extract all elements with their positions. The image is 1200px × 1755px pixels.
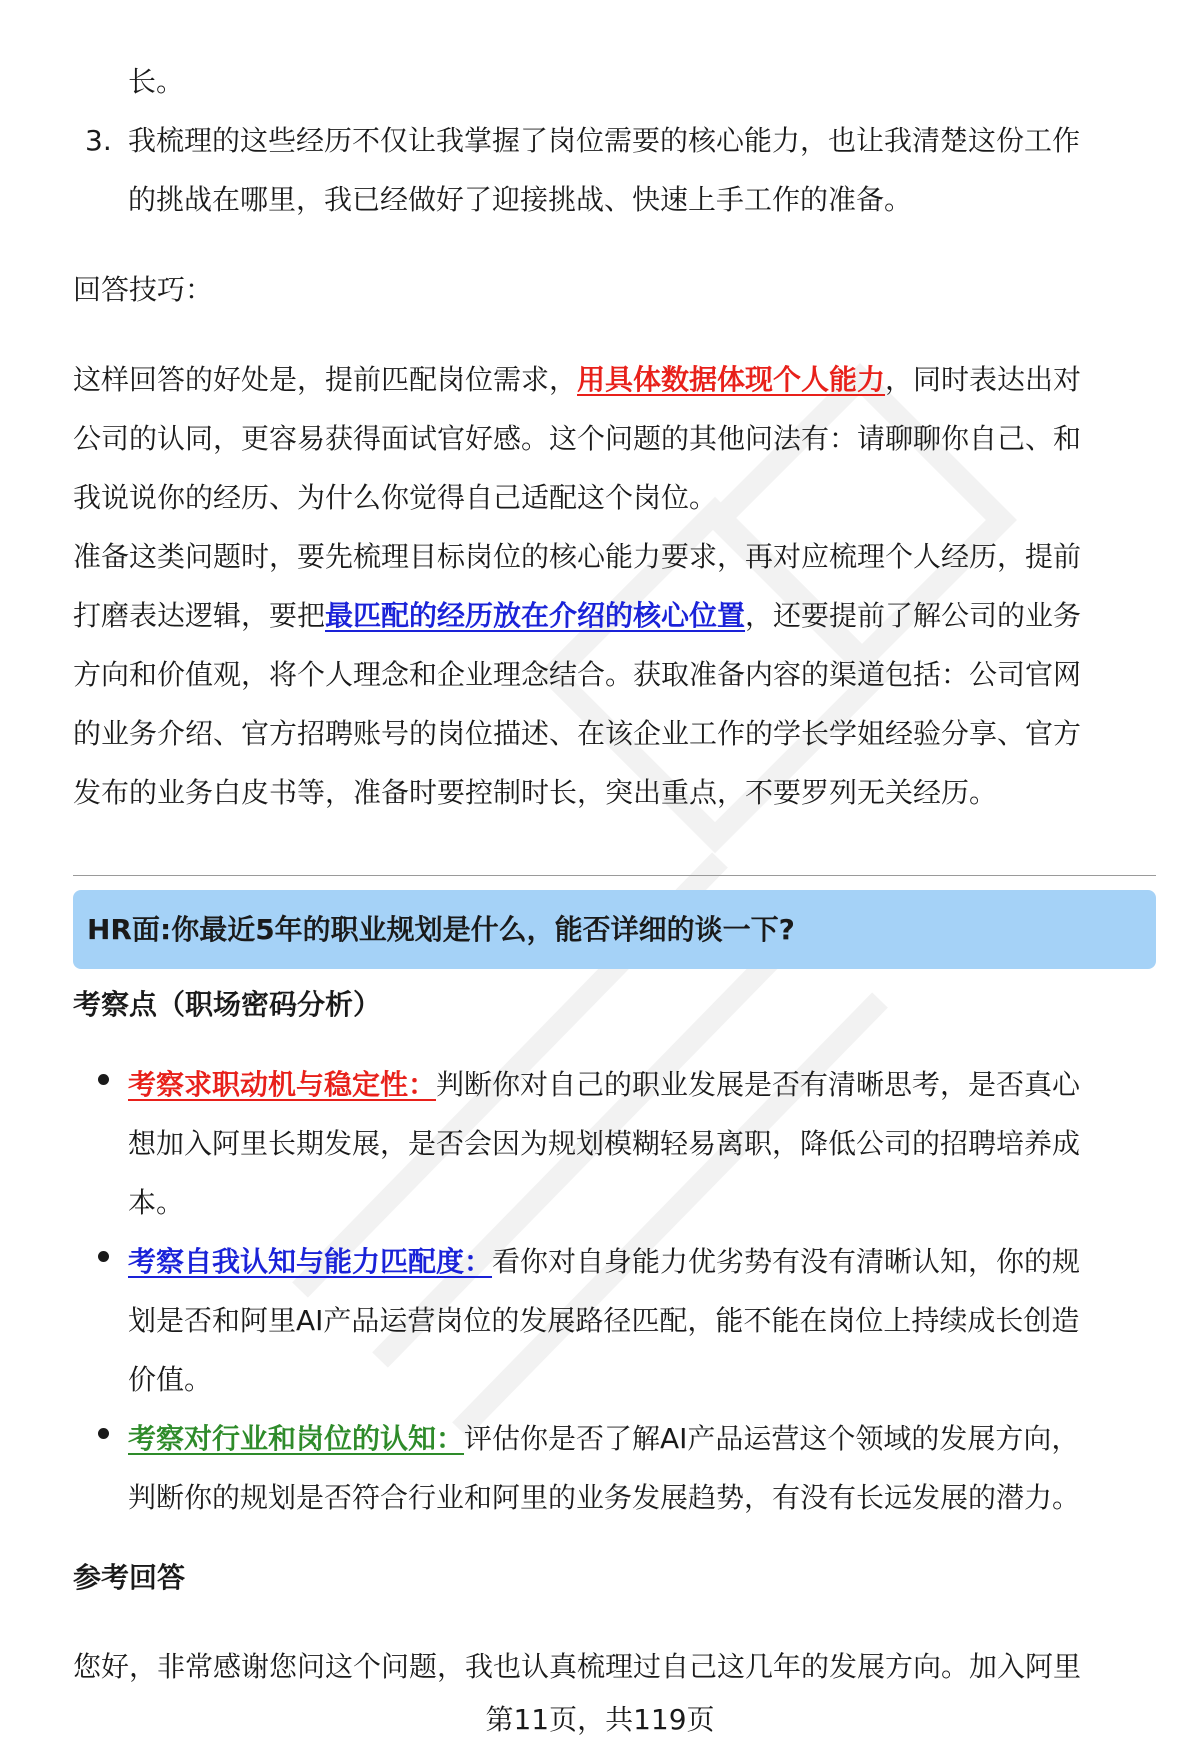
tips-para2-line-1: 准备这类问题时，要先梳理目标岗位的核心能力要求，再对应梳理个人经历，提前 (73, 540, 1082, 573)
analysis-heading: 考察点（职场密码分析） (73, 988, 382, 1021)
tips-para1-line-1 (73, 350, 1148, 409)
point-2-line-2: 划是否和阿里AI产品运营岗位的发展路径匹配，能不能在岗位上持续成长创造 (128, 1304, 1080, 1337)
point-1-line-2: 想加入阿里长期发展，是否会因为规划模糊轻易离职，降低公司的招聘培养成 (128, 1127, 1081, 1160)
tips-para1-line-3: 我说说你的经历、为什么你觉得自己适配这个岗位。 (73, 481, 718, 514)
question-text: HR面:你最近5年的职业规划是什么，能否详细的谈一下? (87, 913, 795, 946)
text-segment: 判断你对自己的职业发展是否有清晰思考，是否真心 (436, 1068, 1081, 1101)
highlight-blue: 最匹配的经历放在介绍的核心位置 (325, 599, 746, 632)
list-item-3-line-2: 的挑战在哪里，我已经做好了迎接挑战、快速上手工作的准备。 (128, 183, 913, 216)
reference-line-1: 您好，非常感谢您问这个问题，我也认真梳理过自己这几年的发展方向。加入阿里 (73, 1650, 1082, 1683)
point-2-title: 考察自我认知与能力匹配度： (128, 1245, 493, 1278)
page-footer: 第11页，共119页 (485, 1703, 715, 1736)
list-item-2-tail: 长。 (128, 65, 185, 98)
bullet-dot (98, 1428, 109, 1439)
question-box (73, 890, 1156, 969)
bullet-dot (98, 1251, 109, 1262)
section-divider (73, 875, 1156, 876)
point-3-title: 考察对行业和岗位的认知： (128, 1422, 465, 1455)
text-segment: 评估你是否了解AI产品运营这个领域的发展方向， (464, 1422, 1080, 1455)
point-1-line-1 (128, 1055, 1148, 1114)
bullet-dot (98, 1074, 109, 1085)
tips-heading: 回答技巧： (73, 273, 214, 306)
tips-para2-line-3: 方向和价值观，将个人理念和企业理念结合。获取准备内容的渠道包括：公司官网 (73, 658, 1082, 691)
tips-para2-line-4: 的业务介绍、官方招聘账号的岗位描述、在该企业工作的学长学姐经验分享、官方 (73, 717, 1082, 750)
highlight-red: 用具体数据体现个人能力 (577, 363, 886, 396)
tips-para1-line-2: 公司的认同，更容易获得面试官好感。这个问题的其他问法有：请聊聊你自己、和 (73, 422, 1082, 455)
text-segment: 看你对自身能力优劣势有没有清晰认知，你的规 (492, 1245, 1081, 1278)
text-segment: ，同时表达出对 (885, 363, 1082, 396)
point-2-line-1 (128, 1232, 1148, 1291)
list-item-3-line-1: 我梳理的这些经历不仅让我掌握了岗位需要的核心能力，也让我清楚这份工作 (128, 124, 1081, 157)
text-segment: ，还要提前了解公司的业务 (745, 599, 1082, 632)
point-3-line-1 (128, 1409, 1148, 1468)
text-segment: 打磨表达逻辑，要把 (73, 599, 326, 632)
point-3-line-2: 判断你的规划是否符合行业和阿里的业务发展趋势，有没有长远发展的潜力。 (128, 1481, 1081, 1514)
text-segment: 这样回答的好处是，提前匹配岗位需求， (73, 363, 578, 396)
list-number-3: 3. (85, 124, 112, 157)
point-2-line-3: 价值。 (128, 1363, 213, 1396)
tips-para2-line-5: 发布的业务白皮书等，准备时要控制时长，突出重点，不要罗列无关经历。 (73, 776, 998, 809)
tips-para2-line-2 (73, 586, 1148, 645)
point-1-title: 考察求职动机与稳定性： (128, 1068, 437, 1101)
reference-heading: 参考回答 (73, 1561, 186, 1594)
point-1-line-3: 本。 (128, 1186, 185, 1219)
